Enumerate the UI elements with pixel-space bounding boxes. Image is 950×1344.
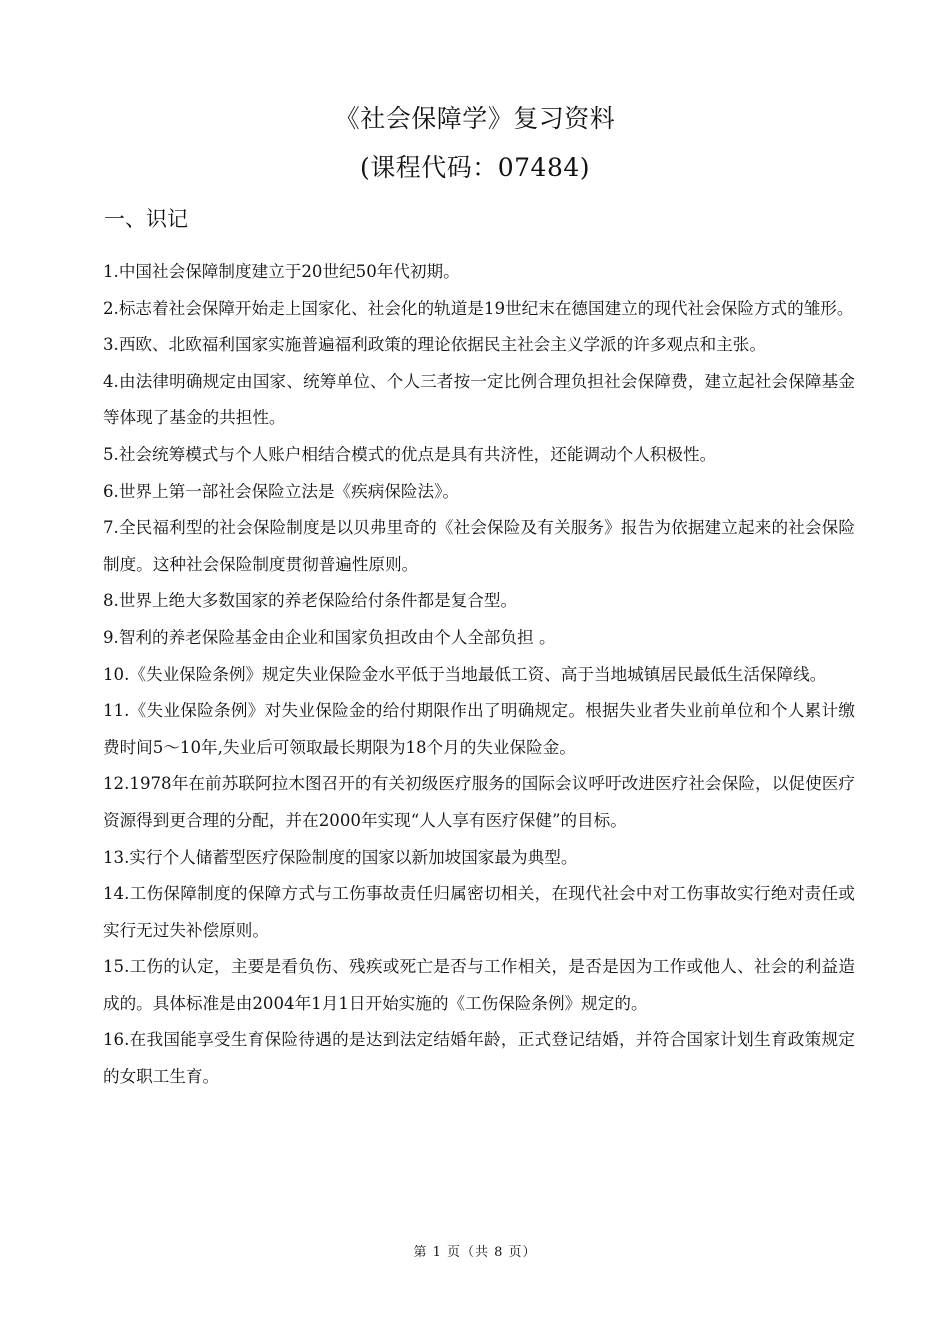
list-item: 11.《失业保险条例》对失业保险金的给付期限作出了明确规定。根据失业者失业前单位和个人累计缴费时间5～10年,失业后可领取最长期限为18个月的失业保险金。 [103, 701, 855, 757]
list-item: 4.由法律明确规定由国家、统筹单位、个人三者按一定比例合理负担社会保障费，建立起社会保障基金等体现了基金的共担性。 [103, 371, 855, 428]
course-code-subtitle: (课程代码：07484) [359, 153, 591, 182]
list-item: 12.1978年在前苏联阿拉木图召开的有关初级医疗服务的国际会议呼吁改进医疗社会保险，以促使医疗资源得到更合理的分配，并在2000年实现“人人享有医疗保健”的目标。 [103, 774, 855, 830]
item-list [103, 254, 855, 1096]
list-item: 10.《失业保险条例》规定失业保险金水平低于当地最低工资、高于当地城镇居民最低生活保障线。 [103, 664, 827, 684]
list-item: 1.中国社会保障制度建立于20世纪50年代初期。 [103, 262, 460, 281]
list-item: 9.智利的养老保险基金由企业和国家负担改由个人全部负担 。 [103, 627, 556, 647]
page-number-footer: 第 1 页（共 8 页） [413, 1245, 537, 1260]
list-item: 2.标志着社会保障开始走上国家化、社会化的轨道是19世纪末在德国建立的现代社会保险方式的雏形。 [103, 298, 854, 318]
document-title: 《社会保障学》复习资料 [334, 104, 616, 133]
list-item: 16.在我国能享受生育保险待遇的是达到法定结婚年龄，正式登记结婚，并符合国家计划生育政策规定的女职工生育。 [103, 1030, 855, 1087]
list-item: 15.工伤的认定，主要是看负伤、残疾或死亡是否与工作相关，是否是因为工作或他人、社会的利益造成的。具体标准是由2004年1月1日开始实施的《工伤保险条例》规定的。 [103, 957, 855, 1013]
section-heading: 一、识记 [104, 207, 188, 231]
list-item: 3.西欧、北欧福利国家实施普遍福利政策的理论依据民主社会主义学派的许多观点和主张。 [103, 335, 766, 355]
list-item: 7.全民福利型的社会保险制度是以贝弗里奇的《社会保险及有关服务》报告为依据建立起来的社会保险制度。这种社会保险制度贯彻普遍性原则。 [103, 518, 855, 574]
list-item: 6.世界上第一部社会保险立法是《疾病保险法》。 [103, 481, 459, 501]
list-item: 14.工伤保障制度的保障方式与工伤事故责任归属密切相关，在现代社会中对工伤事故实行绝对责任或实行无过失补偿原则。 [103, 884, 855, 940]
list-item: 5.社会统筹模式与个人账户相结合模式的优点是具有共济性，还能调动个人积极性。 [103, 444, 717, 464]
list-item: 8.世界上绝大多数国家的养老保险给付条件都是复合型。 [103, 591, 518, 611]
list-item: 13.实行个人储蓄型医疗保险制度的国家以新加坡国家最为典型。 [103, 847, 578, 867]
